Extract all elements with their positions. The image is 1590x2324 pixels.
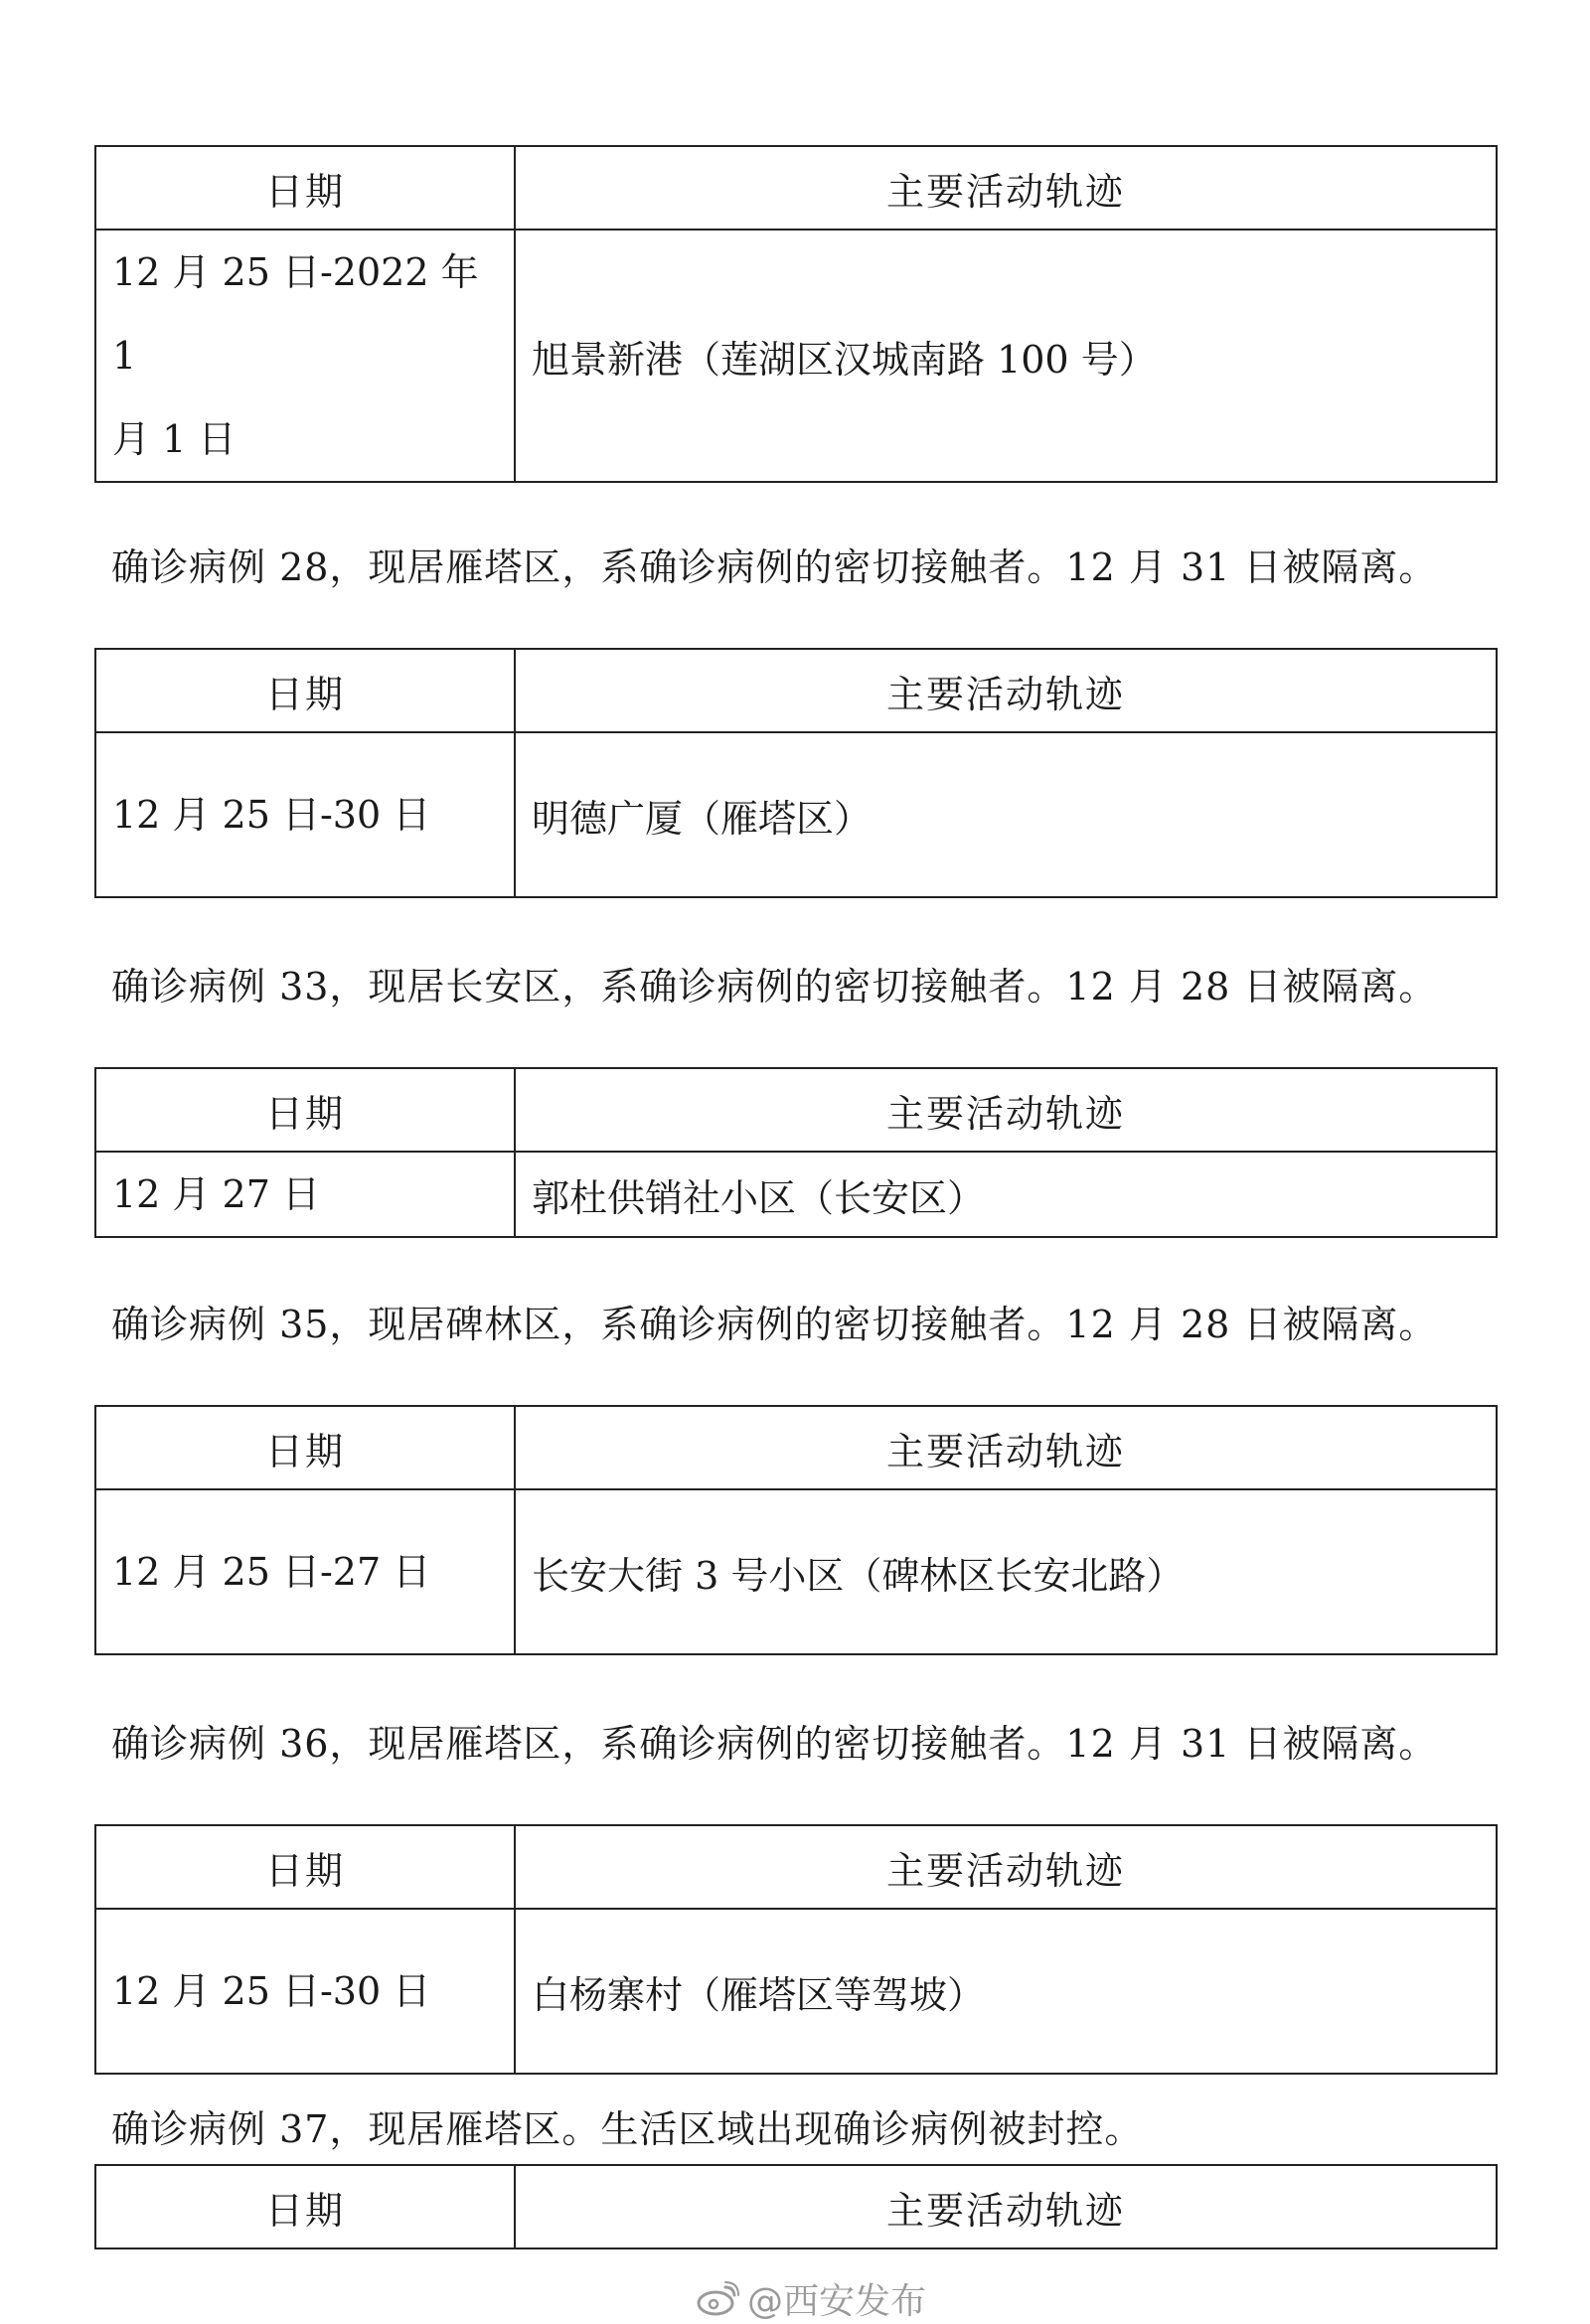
trajectory-table-1 [94, 145, 1498, 483]
weibo-icon [696, 2281, 739, 2317]
trajectory-table-3 [94, 1067, 1498, 1238]
location-cell: 长安大街 3 号小区（碑林区长安北路） [515, 1489, 1497, 1654]
trajectory-table-2 [94, 648, 1498, 898]
date-header: 日期 [95, 1068, 515, 1152]
date-cell [95, 230, 515, 482]
date-cell: 12 月 25 日-30 日 [95, 1909, 515, 2074]
date-header: 日期 [95, 1825, 515, 1909]
track-header: 主要活动轨迹 [515, 2165, 1497, 2248]
track-header: 主要活动轨迹 [515, 1825, 1497, 1909]
case-paragraph-28: 确诊病例 28，现居雁塔区，系确诊病例的密切接触者。12 月 31 日被隔离。 [111, 545, 1438, 589]
case-paragraph-33: 确诊病例 33，现居长安区，系确诊病例的密切接触者。12 月 28 日被隔离。 [111, 965, 1438, 1008]
date-header: 日期 [95, 2165, 515, 2248]
date-cell: 12 月 25 日-27 日 [95, 1489, 515, 1654]
case-paragraph-37: 确诊病例 37，现居雁塔区。生活区域出现确诊病例被封控。 [111, 2107, 1144, 2151]
weibo-watermark [696, 2273, 926, 2324]
case-paragraph-35: 确诊病例 35，现居碑林区，系确诊病例的密切接触者。12 月 28 日被隔离。 [111, 1303, 1438, 1346]
trajectory-table-5 [94, 1824, 1498, 2075]
track-header: 主要活动轨迹 [515, 146, 1497, 230]
location-cell: 旭景新港（莲湖区汉城南路 100 号） [515, 230, 1497, 482]
date-header: 日期 [95, 146, 515, 230]
trajectory-table-4 [94, 1405, 1498, 1655]
date-cell: 12 月 25 日-30 日 [95, 732, 515, 897]
watermark-text: @西安发布 [747, 2281, 927, 2322]
location-cell: 白杨寨村（雁塔区等驾坡） [515, 1909, 1497, 2074]
date-cell: 12 月 27 日 [95, 1152, 515, 1237]
date-line-1: 12 月 25 日-2022 年 1 [112, 250, 479, 378]
track-header: 主要活动轨迹 [515, 649, 1497, 732]
location-cell: 郭杜供销社小区（长安区） [515, 1152, 1497, 1237]
case-paragraph-36: 确诊病例 36，现居雁塔区，系确诊病例的密切接触者。12 月 31 日被隔离。 [111, 1722, 1438, 1766]
track-header: 主要活动轨迹 [515, 1406, 1497, 1489]
date-header: 日期 [95, 649, 515, 732]
date-line-2: 月 1 日 [112, 417, 237, 461]
trajectory-table-6 [94, 2164, 1498, 2249]
location-cell: 明德广厦（雁塔区） [515, 732, 1497, 897]
date-header: 日期 [95, 1406, 515, 1489]
track-header: 主要活动轨迹 [515, 1068, 1497, 1152]
